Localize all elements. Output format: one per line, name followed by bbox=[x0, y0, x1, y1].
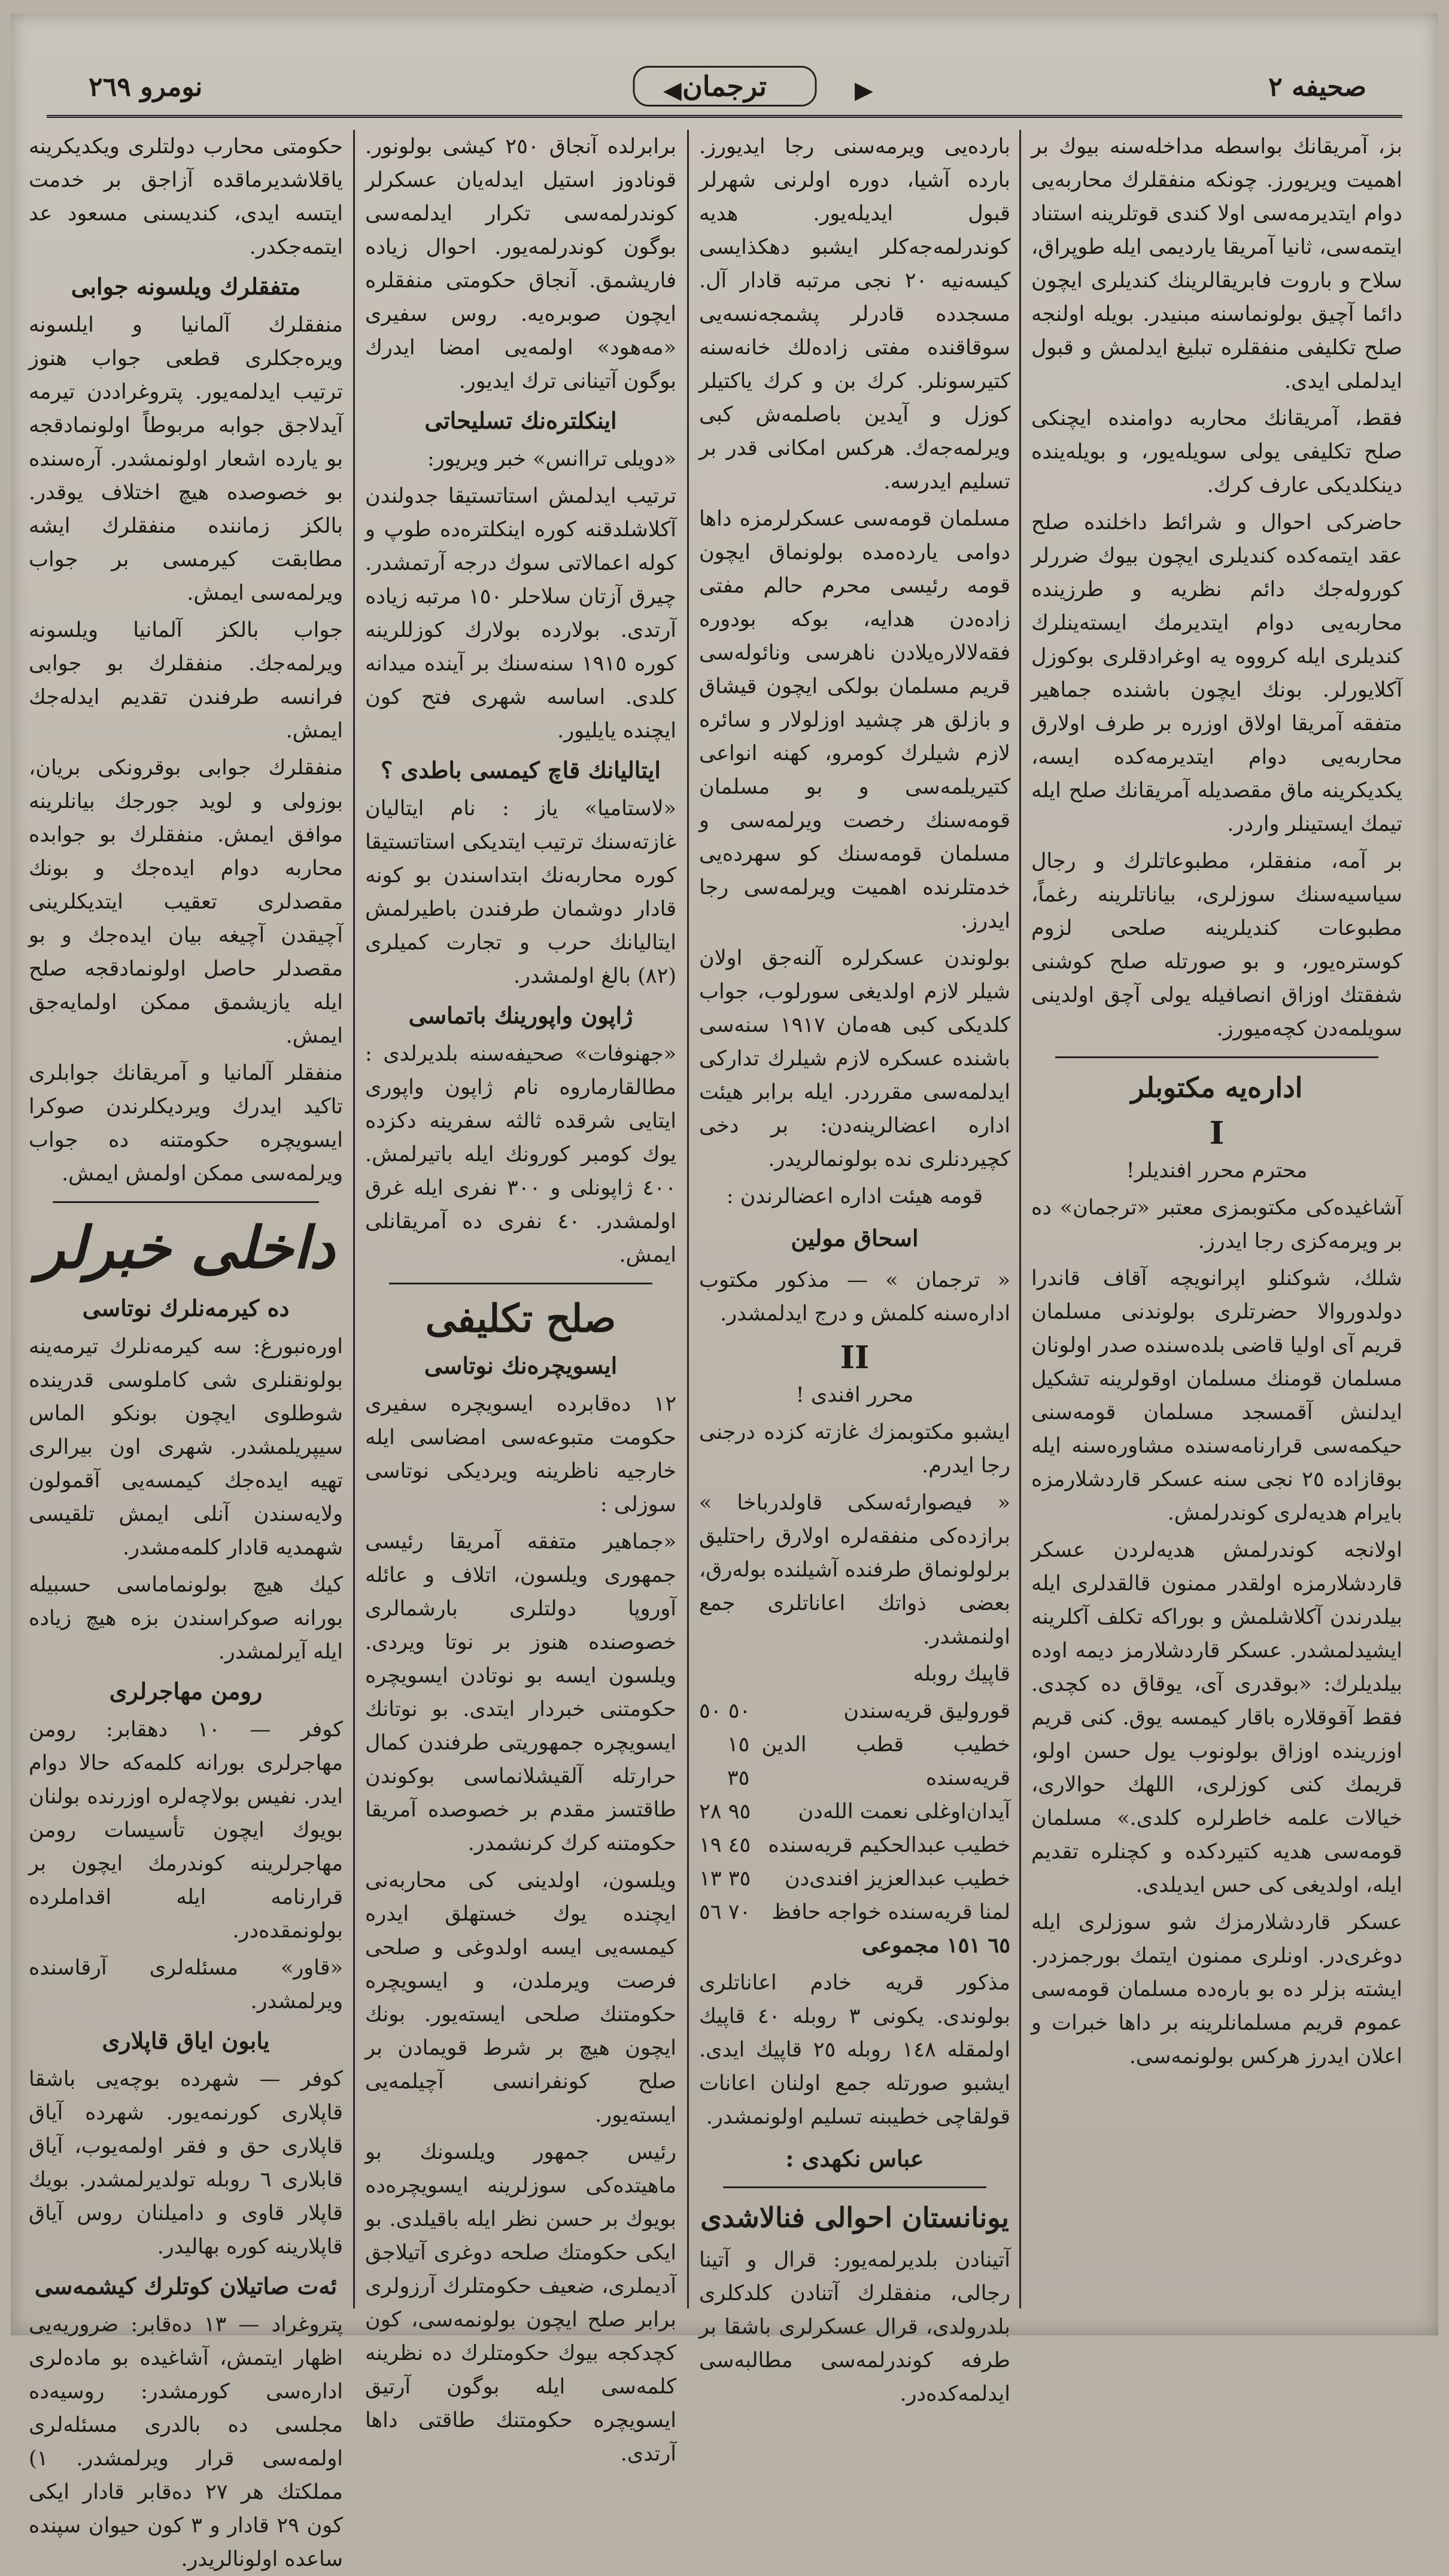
column-2 bbox=[699, 130, 1011, 2406]
letter-paragraph: عسكر قاردشلارمزك شو سوزلرى ايله دوغرى‌در. اونلرى ممنون ايتمك بورجمزدر. ايشته بزلر ده بو باره‌ده مسلمان قومه‌سى عموم قريم مسلمانلرينه بر داها خبرات و اعلان ايدرز هركس بولونمه‌سى. bbox=[1031, 1910, 1402, 2068]
donation-amount: ٥٠ ٥٠ bbox=[699, 1699, 751, 1723]
masthead bbox=[47, 61, 1402, 118]
donation-source: خطيب عبدالعزيز افندى‌دن bbox=[784, 1867, 1010, 1891]
ornament-left-icon: ◀ bbox=[663, 77, 682, 104]
article-paragraph: پتروغراد — ١٣ دەقابر: ضروريه‌يى اظهار ايتمش، آشاغيده بو ماده‌لرى ادارەسى كورمشدر: روسيه‌ده مجلسى ده بالدرى مسئله‌لرى اولمه‌سى قرار ويرلمشدر. ١) مملكتك هر ٢٧ دەقابر قادار ايكى كون ٢٩ قادار و ٣ كون حيوان سپنده ساعده اولونالريدر. bbox=[29, 2313, 343, 2571]
donation-row bbox=[699, 1895, 1010, 1929]
article-paragraph: رئيس جمهور ويلسونك بو ماهيتده‌كى سوزلرينه ايسويچره‌ده بويوك بر حسن نظر ايله باقيلدى. بو ايكى حكومتك صلحه دوغرى آتيلاجق آديملرى، ضعيف حكومتلرك آرزولرى برابر صلح ايچون بولونمه‌سى، كون كچدكجه بيوك حكومتلرك ده نظرينه كلمه‌سى ايله بوگون آرتيق ايسويچره حكومتنك طاقتى داها آرتدى. bbox=[365, 2140, 676, 2466]
donation-row bbox=[699, 1728, 1010, 1795]
article-paragraph: ترتيب ايدلمش استاتستيقا جدولندن آكلاشلدقنه كوره اينكلتره‌ده طوپ و كوله اعمالاتى سوك درجه آرتمشدر. چيرق آزتان سلاحلر ١٥٠ مرتبه زياده آرتدى. بولارده بولارك كوزللرينه كوره ١٩١٥ سنه‌سنك بر آينده ميدانه كلدى. اساسه شهرى فتح كون ايچنده يايليور. bbox=[365, 484, 676, 743]
letter-paragraph: ايشبو مكتوبمزك غازته كزده درجنى رجا ايدرم. bbox=[699, 1420, 1010, 1478]
donation-amount: ٩٥ ٢٨ bbox=[699, 1800, 751, 1824]
letter-number: II bbox=[840, 1339, 870, 1376]
donation-amount: ٣٥ ١٣ bbox=[699, 1867, 751, 1891]
article-paragraph: مسلمان قومه‌سى عسكرلرمزه داها دوامى يارده‌مده بولونماق ايچون قومه رئيسى محرم حالم مفتى زاده‌دن هدايه، بوكه بودوره فقه‌لالاره‌يلادن ناهرسى ونائوله‌سى قريم مسلمان بولكى ايچون قيشاق و بازلق هر چشيد اوزلولار و سائره لازم شيلرك كومرو، كهنه انواعى كتيريلمه‌سى و بو مسلمان قومه‌سنك رخصت ويرلمه‌سى و مسلمان قومه‌سنك كو سهرده‌يى خدمتلرنده اهميت ويرلمه‌سى رجا ايدرز. bbox=[699, 507, 1010, 933]
divider bbox=[389, 1283, 652, 1284]
donations-list bbox=[699, 1694, 1010, 1929]
signature: عباس نكهدى : bbox=[785, 2145, 924, 2172]
japan-heading: ژاپون واپورينك باتماسى bbox=[408, 1002, 633, 1029]
article-paragraph: بولوندن عسكرلره آلنه‌جق اولان شيلر لازم اولديغى سورلوب، جواب كلديكى كبى هەمان ١٩١٧ سنەسى باشنده عسكره لازم شيلرك تداركى ايدلمه‌سى مقرردر. ايله برابر هيئت اداره اعضالرينه‌دن: بر دخى كچيردنلرى نده بولونمالريدر. bbox=[699, 946, 1010, 1171]
article-paragraph: كوفر — ١٠ دهقابر: رومن مهاجرلرى بورانه كلمه‌كه حالا دوام ايدر. نفيس بولاچه‌لره اوزرنده بولنان بويوك ايچون تأسيسات رومن مهاجرلرينه كوندرمك ايچون بر قرارنامه ايله اقداملرده بولونمقده‌در. bbox=[29, 1718, 343, 1943]
divider bbox=[1055, 1056, 1378, 1058]
greece-heading: يونانستان احوالى فنالاشدى bbox=[700, 2201, 1009, 2234]
ornament-right-icon: ▶ bbox=[855, 77, 873, 104]
italy-heading: ايتاليانك قاچ كيمسى باطدى ؟ bbox=[381, 757, 661, 783]
donation-source: لمنا قريه‌سنده خواجه حافظ bbox=[771, 1900, 1010, 1924]
article-paragraph: بز، آمريقانك بواسطه مداخلەسنه بيوك بر اهميت ويريورز. چونكه منفقلرك محاربه‌يى دوام ايتديرمه‌سى اولا كندى قوتلرينه استناد ايتمه‌سى، ثانيا آمريقا يارديمى ايله طوپراق، سلاح و باروت فابريقالرينك كنديلرى ايچون دائما آچيق بولونماسنه مبنيدر. بويله اولنجه صلح تكليفى منفقلره تبليغ ايدلمش و قبول ايدلملى ايدى. bbox=[1031, 135, 1402, 393]
divider bbox=[53, 1201, 319, 1203]
article-paragraph: ويلسون، اولدينى كى محاربەنى ايچنده يوك خستهلق ايدره كيمسه‌يى ايسه اولدوغى و صلحى فرصت ويرملدن، و ايسويچره حكومتنك صلحى ايسته‌يور. بونك ايچون هيچ بر شرط قويمادن بر صلح كونفرانسى آچيلمه‌يى ايسته‌يور. bbox=[365, 1869, 676, 2127]
donation-amount: ٧٠ ٥٦ bbox=[699, 1900, 751, 1924]
signature: اسحاق مولين bbox=[791, 1225, 919, 1251]
column-4 bbox=[29, 130, 343, 2571]
committee-line: قومه هيئت اداره اعضالرندن : bbox=[726, 1184, 983, 1208]
article-paragraph: اورەنبورغ: سه كيرمه‌نلرك تيرمه‌ينه بولونقنلرى شى كاملوسى قدرينده شوطلوى ايچون بونكو الماس سيپريلمشدر. شهرى اون بيرالرى تهيه ايده‌جك كيمسه‌يى آقمولون ولايه‌سندن آنلى ايمش تلقيسى شهمديه قادار كلمه‌مشدر. bbox=[29, 1335, 343, 1560]
newspaper-title: ترجمان bbox=[633, 66, 816, 107]
donation-amount: ٤٥ ١٩ bbox=[699, 1833, 751, 1857]
letter-number: I bbox=[1209, 1115, 1225, 1152]
letter-paragraph: آشاغيده‌كى مكتوبمزى معتبر «ترجمان» ده بر ويرمه‌كزى رجا ايدرز. bbox=[1031, 1196, 1402, 1253]
article-paragraph: منفقلر آلمانيا و آمريقانك جوابلرى تاكيد ايدرك ويرديكلرندن صوكرا ايسويچره حكومتنه ده جواب ويرلمه‌سى ممكن اولمش ايمش. bbox=[29, 1061, 343, 1186]
letter-paragraph: « فيصوارئه‌سكى قاولدرباخا » برازده‌كى منفقه‌لره اولارق راحتليق برلولونماق طرفنده آشيلنده بوله‌رق، بعضى ذواتك اعاناتلرى جمع اولنمشدر. bbox=[699, 1491, 1010, 1649]
divider bbox=[723, 2186, 986, 2188]
donation-row bbox=[699, 1694, 1010, 1728]
letter-paragraph: اولانجه كوندرلمش هديه‌لردن عسكر قاردشلارمزه اولقدر ممنون قالقدلرى ايله بيلدرندن آكلاشلمش و بوراكه تكلف آكلرينه ايشيدلمشدر. عسكر قاردشلارمز ديمه اوده بيلديلرك: «بوقدرى آى، يوقاق ده كچدى. فقط آقوقلاره باقار كيمسه يوق. كنى قريم اوزرينده اوزاق بولونوب يول حسن اولو، قريمك كنى كوزلرى، اللهك حوالارى، خيالات علمه خاطرلره كلدى.» مسلمان قومه‌سى هديه كتيردكده و كچنلره تقديم ايله، اولديغى كى حس ايديلدى. bbox=[1031, 1538, 1402, 1897]
newspaper-page bbox=[11, 13, 1438, 2571]
article-paragraph: جواب بالكز آلمانيا ويلسونه ويرلمه‌جك. منفقلرك بو جوابى فرانسه طرفندن تقديم ايدله‌جك ايمش. bbox=[29, 618, 343, 743]
article-paragraph: «قاور» مسئله‌لرى آرقاسنده ويرلمشدر. bbox=[29, 1956, 343, 2013]
article-paragraph: آتينادن بلديرلمه‌يور: قرال و آتينا رجالى، منفقلرك آتنادن كلدكلرى بلدرولدى، قرال عسكرلرى باشقا بر طرفه كوندرلمه‌سى مطالبه‌سى ايدلمه‌كده‌در. bbox=[699, 2248, 1010, 2406]
allies-reply-heading: متفقلرك ويلسونه جوابى bbox=[71, 273, 301, 300]
article-paragraph: بارده‌يى ويرمه‌سنى رجا ايديورز. بارده آشيا، دوره اولرنى شهرلر قبول ايديله‌يور. هديه كوندرلمه‌جه‌كلر ايشبو دهكذايسى كيسه‌نيه ٢٠ نجى مرتبه قادار آل. مسجدده قادرلر پشمجه‌نسه‌يى سوقاقنده مفتى زاده‌لك خانه‌سنه كتيرسونلر. كرك بن و كرك ياكتيلر كوزل و آيدين باصلمه‌ش كبى ويرلمه‌جه‌ك. هركس امكانى قدر بر تسليم ايدرسه. bbox=[699, 135, 1011, 494]
donation-amount: ١٥ ٣٥ bbox=[727, 1733, 750, 1790]
letters-heading: اداره‌يه مكتوبلر bbox=[1131, 1071, 1303, 1104]
donation-row bbox=[699, 1862, 1010, 1895]
article-paragraph: «جهنوفات» صحيفەسنه بلديرلدى : مطالقارماروه نام ژاپون واپورى ايتايى شرقده ثالثه سفرينه دكزده يوك كومبر كورونك ايله باتيرلمش. ٤٠٠ ژاپونلى و ٣٠٠ نفرى ايله غرق اولمشدر. ٤٠ نفرى ده آمريقانلى ايمش. bbox=[365, 1042, 676, 1267]
donation-source: خطيب قطب الدين قريه‌سنده bbox=[761, 1733, 1010, 1790]
domestic-news-heading: داخلى خبرلر bbox=[37, 1214, 335, 1281]
england-heading: اينكلتره‌نك تسليحاتى bbox=[424, 407, 617, 434]
peace-heading: صلح تكليفى bbox=[425, 1296, 616, 1341]
article-paragraph: ١٢ دەقابرده ايسويچره سفيرى حكومت متبوعەسى امضاسى ايله خارجيه ناظرينه ويرديكى نوتاسى سوزلى : bbox=[365, 1392, 676, 1517]
cattle-heading: ئەت صاتيلان كوتلرك كيشمه‌سى bbox=[34, 2273, 338, 2299]
article-paragraph: مذكور قريه خادم اعاناتلرى بولوندى. يكونى ٣ روبله ٤٠ قاپيك اولمقله ١٤٨ روبله ٢٥ قاپيك ايدى. ايشبو صورتله جمع اولنان اعانات قولقاچى خطيبنه تسليم اولونمشدر. bbox=[699, 1971, 1010, 2129]
column-3 bbox=[365, 130, 676, 2466]
donation-source: قوروليق قريه‌سندن bbox=[843, 1699, 1010, 1723]
article-paragraph: كيك هيچ بولونماماسى حسبيله بورانه صوكراسندن بزه هيچ زياده ايله آيرلمشدر. bbox=[29, 1573, 343, 1664]
donations-total: ٦٥ ١٥١ مجموعى bbox=[861, 1933, 1010, 1958]
donation-source: خطيب عبدالحكيم قريه‌سنده bbox=[768, 1833, 1010, 1857]
article-paragraph: منفقلرك جوابى بوقرونكى بريان، بوزولى و لويد جورجك بيانلرينه موافق ايمش. منفقلرك بو جوابده محاربه دوام ايده‌جك و بونك مقصدلرى تعقيب ايتديكلرينى آچيقدن آچيغه بيان ايده‌جك و بو مقصدلر حاصل اولونمادقجه صلح ايله يازيشمق ممكن اولمايه‌جق ايمش. bbox=[29, 756, 343, 1048]
article-paragraph: حاضركى احوال و شرائط داخلنده صلح عقد ايتمه‌كده كنديلرى ايچون بيوك ضررلر كوروله‌جك دائم نظريه و طرزينده محاربه‌يى دوام ايتديرمك ايسته‌ينلرك كنديلرى ايله كرووه يه اوغرادقلرى بوكوزل آكلايورلر. بونك ايچون باشنده جماهير متفقه آمريقا اولاق اوزره بر طرف اولارق محاربه‌يى دوام ايتديرمه‌كده ايسه، يكديكرينه ماق مقصديله آمريقانك صلح ايله تيمك ايستينلر واردر. bbox=[1031, 511, 1402, 836]
column-rule bbox=[353, 130, 355, 2308]
article-paragraph: برابرلده آنجاق ٢٥٠ كيشى بولونور. قونادوز استيل ايدله‌يان عسكرلر كوندرلمه‌سى تكرار ايدلمه‌سى بوگون كوندرلمه‌يور. احوال زياده فاريشمق. آنجاق حكومتى منفقلره ايچون صوبره‌يه. روس سفيرى «مەهود» اولمه‌يى امضا ايدرك بوگون آتينانى ترك ايديور. bbox=[365, 135, 676, 393]
issue-number: نومرو ٢٦٩ bbox=[89, 72, 203, 102]
donation-row bbox=[699, 1795, 1010, 1828]
page-number: صحيفه ٢ bbox=[1268, 72, 1366, 102]
column-rule bbox=[687, 130, 689, 2308]
donation-row bbox=[699, 1828, 1010, 1862]
letter-salutation: محترم محرر افنديلر! bbox=[1126, 1159, 1308, 1183]
article-paragraph: بر آمه، منفقلر، مطبوعاتلرك و رجال سياسيه‌سنك سوزلرى، بياناتلرينه رغماً، مطبوعات كنديلرينه صلحى لزوم كوستره‌يور، و بو صورتله صلح كوشنى شفقتك اوزاق انصافيله يولى آچق اولدينى سويلمه‌دن كچه‌ميورز. bbox=[1031, 849, 1402, 1041]
column-rule bbox=[1019, 130, 1021, 2308]
donation-source: آيدان‌اوغلى نعمت الله‌دن bbox=[798, 1800, 1010, 1824]
donations-header: قاپيك روبله bbox=[913, 1662, 1010, 1686]
crimea-heading: ده كيرمه‌نلرك نوتاسى bbox=[82, 1295, 290, 1322]
shoes-heading: يابون اياق قاپلارى bbox=[102, 2027, 270, 2054]
column-1 bbox=[1031, 130, 1402, 2308]
article-paragraph: «جماهير متفقه آمريقا رئيسى جمهورى ويلسون، اتلاف و عائله آوروپا دولتلرى بارشمالرى خصوصنده هنوز بر نوتا ويردى. ويلسون ايسه بو نوتادن ايسويچره حكومتنى خبردار ايتدى. بو نوتانك ايسويچره جمهوريتى طرفندن كمال حرارتله آلقيشلانماسى بوكوندن طاقتسز مقدم بر خصوصده آمريقا حكومتنه كرك كرنشمدر. bbox=[365, 1530, 676, 1855]
article-paragraph: حكومتى محارب دولتلرى ويكديكرينه ياقلاشديرماقده آزاجق بر خدمت ايتسه ايدى، كنديسنى مسعود عد ايتمه‌جكدر. bbox=[29, 135, 343, 259]
romanian-heading: رومن مهاجرلرى bbox=[109, 1678, 263, 1705]
article-paragraph: منفقلرك آلمانيا و ايلسونه ويرەجكلرى قطعى جواب هنوز ترتيب ايدلمه‌يور. پتروغراددن تيرمه آيدلاجق جوابه مربوطاً اولونمادقجه بو يارده اشعار اولونمشدر. آره‌سنده بو خصوصده هيچ اختلاف يوقدر. بالكز زماننده منفقلرك ايشه مطابقت كيرمسى بر جواب ويرلمه‌سى ايمش. bbox=[29, 313, 343, 605]
article-subline: «دويلى تراانس» خبر ويريور: bbox=[427, 447, 676, 471]
article-paragraph: كوفر — شهرده بوچه‌يى باشقا قاپلارى كورنمه‌يور. شهرده آياق قاپلارى حق و فقر اولمه‌يوب، آياق قابلارى ٦ روبله تولديرلمشدر. بويك قاپلار قاوى و داميلنان روس آياق قاپلارينه كوره بهاليدر. bbox=[29, 2067, 343, 2259]
editor-note: « ترجمان » — مذكور مكتوب ادارەسنه كلمش و درج ايدلمشدر. bbox=[699, 1268, 1010, 1326]
peace-subheading: ايسويچره‌نك نوتاسى bbox=[424, 1352, 618, 1379]
article-paragraph: فقط، آمريقانك محاربه دوامنده ايچنكى صلح تكليفى يولى سويله‌يور، و بويله‌ينده دينكلديكى عارف كرك. bbox=[1031, 406, 1402, 497]
article-paragraph: «لاستاميا» ياز : نام ايتاليان غازته‌سنك ترتيب ايتديكى استاتستيقا كوره محاربه‌نك ابتداسندن بو كونه قادار دوشمان طرفندن باطيرلمش ايتاليانك حرب و تجارت كميلرى (٨٢) بالغ اولمشدر. bbox=[365, 797, 676, 988]
letter-paragraph: شلك، شوكنلو اپرانويچه آقاف قاندرا دولدوروالا حضرتلرى بولوندنى مسلمان قريم آى اوليا قاضى بلده‌سنده صدر اولونان مسلمان قومنك مسلمان اوقولرينه تشكيل ايدلنش آقمسجد مسلمان قومه‌سنى حيكمه‌سى قرارنامه‌سنده مشاورەسنه ايله بوقازاده ٢٥ نجى سنه عسكر قاردشلارمزه بايرام هديه‌لرى كوندرلمش. bbox=[1031, 1266, 1402, 1525]
letter-salutation: محرر افندى ! bbox=[795, 1383, 914, 1407]
